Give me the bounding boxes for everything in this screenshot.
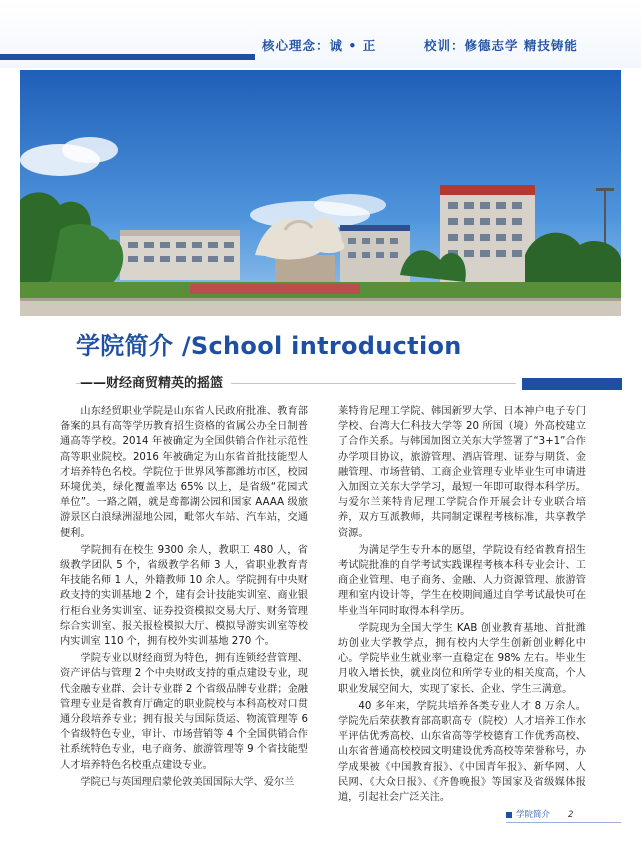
paragraph: 学院专业以财经商贸为特色，拥有连锁经营管理、资产评估与管理 2 个中央财政支持的重点建设专业，现代金融专业群、会计专业群 2 个省级品牌专业群；金融管理专业是省教育厅确定的职业院校与本科高校对口贯通分段培养专业；拥有报关与国际货运、物流管理等 6 个省级特色专业，审计、市场营销等 4 个全国供销合作社系统特色专业，电子商务、旅游管理等 9 个省技能型人才培养特色名校重点建设专业。 <box>60 653 308 771</box>
paragraph: 为满足学生专升本的愿望，学院设有经省教育招生考试院批准的自学考试实践课程考核本科专业会计、工商企业管理、电子商务、金融、人力资源管理、旅游管理和室内设计等，学生在校期间通过自学考试最快可在毕业当年同时取得本科学历。 <box>338 544 586 617</box>
header-band <box>0 0 641 68</box>
school-motto: 校训：修德志学 精技铸能 <box>424 38 578 53</box>
header-accent-bar <box>0 54 255 60</box>
footer-divider <box>506 822 621 823</box>
section-title: 学院简介 /School introduction <box>76 332 462 360</box>
paragraph: 学院拥有在校生 9300 余人，教职工 480 人，省级教学团队 5 个，省级教学名师 3 人，省职业教育青年技能名师 1 人，外籍教师 10 余人。学院拥有中央财政支持的实训基地 2 个，建有会计技能实训室、商业银行柜台业务实训室、证券投资模拟交易大厅、财务管理综合实训室、报关报检模拟大厅、模拟导游实训室等校内实训室 110 个，拥有校外实训基地 270 个。 <box>60 544 308 648</box>
page-number: 2 <box>568 810 574 820</box>
core-motto: 核心理念：诚 • 正 <box>262 38 377 53</box>
section-subtitle: ——财经商贸精英的摇篮 <box>80 372 231 391</box>
paragraph: 学院现为全国大学生 KAB 创业教育基地、首批潍坊创业大学教学点，拥有校内大学生创新创业孵化中心。学院毕业生就业率一直稳定在 98% 左右。毕业生月收入增长快，就业岗位和所学专业的相关度高，个人职业发展空间大，实现了家长、企业、学生三满意。 <box>338 622 586 695</box>
section-title-row <box>76 328 621 364</box>
footer-section-label: 学院简介 <box>516 810 551 820</box>
body-column-left <box>60 404 308 792</box>
body-column-right <box>338 404 586 807</box>
paragraph: 学院已与英国理启蒙伦敦美国国际大学、爱尔兰 <box>80 776 295 788</box>
paragraph: 山东经贸职业学院是山东省人民政府批准、教育部备案的具有高等学历教育招生资格的省属公办全日制普通高等学校。2014 年被确定为全国供销合作社示范性高等职业院校。2016 年被确定为山东省首批技能型人才培养特色名校。学院位于世界风筝都潍坊市区，校园环境优美，绿化覆盖率达 65% 以上，是省级“花园式单位”。一路之隔，就是鸢都湖公园和国家 AAAA 级旅游景区白浪绿洲湿地公园，毗邻火车站、汽车站，交通便利。 <box>60 406 308 539</box>
campus-photo <box>20 70 621 316</box>
title-accent-bar <box>522 378 622 390</box>
page-footer <box>506 808 573 820</box>
paragraph: 40 多年来，学院共培养各类专业人才 8 万余人。学院先后荣获教育部高职高专（院校）人才培养工作水平评估优秀高校、山东省高等学校德育工作优秀高校、山东省普通高校校园文明建设优秀高校等荣誉称号，办学成果被《中国教育报》、《中国青年报》、新华网、人民网、《大众日报》、《齐鲁晚报》等国家及省级媒体报道，引起社会广泛关注。 <box>338 700 586 804</box>
square-bullet-icon <box>506 812 512 818</box>
paragraph: 莱特肯尼理工学院、韩国新罗大学、日本神户电子专门学校、台湾大仁科技大学等 20 所国（境）外高校建立了合作关系。与韩国加图立关东大学签署了“3+1”合作办学项目协议，旅游管理、酒店管理、证券与期货、金融管理、市场营销、工商企业管理专业毕业生可申请进入加图立关东大学学习，最短一年即可取得本科学历。与爱尔兰莱特肯尼理工学院合作开展会计专业联合培养，双方互派教师，共同制定课程考核标准，共享教学资源。 <box>338 406 586 539</box>
